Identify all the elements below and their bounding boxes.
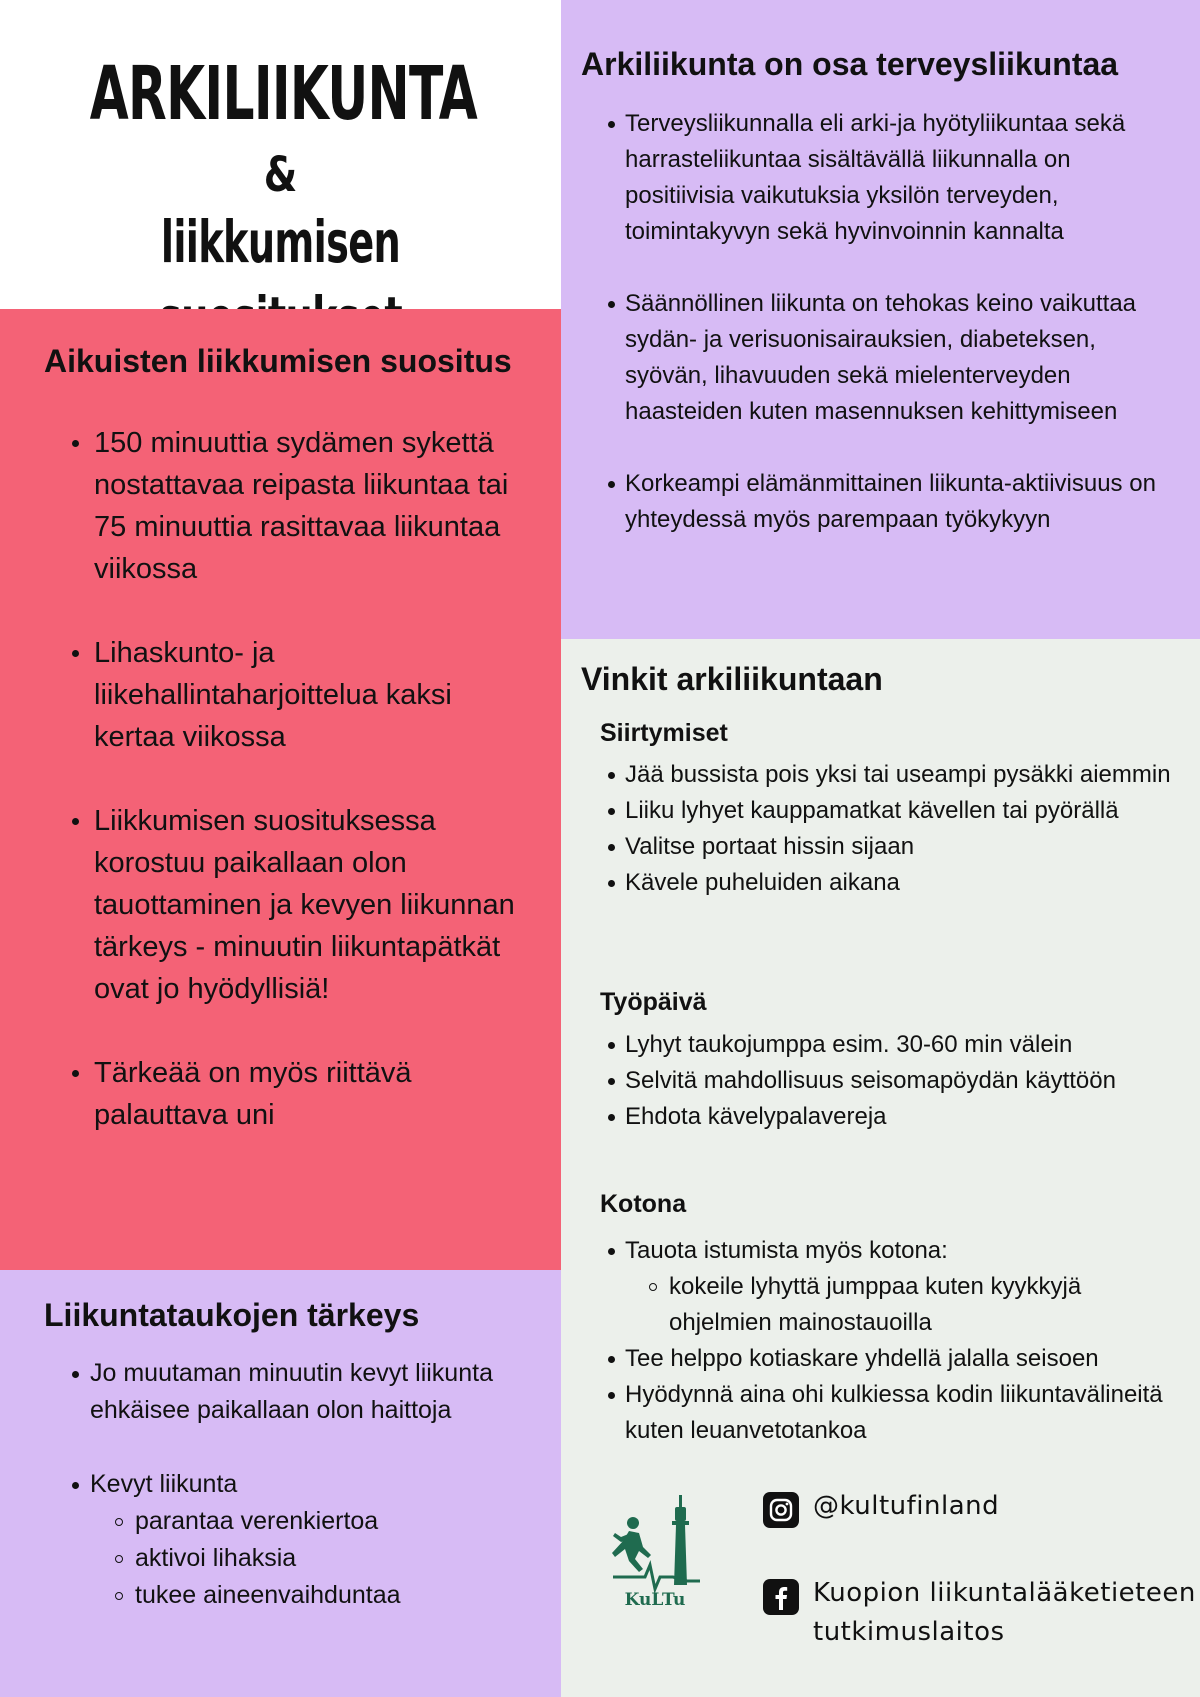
health-list [625,106,1165,574]
list-item: Liiku lyhyet kauppamatkat kävellen tai pyörällä [625,793,1185,829]
tips-panel [561,639,1200,1697]
list-item: Jo muutaman minuutin kevyt liikunta ehkäisee paikallaan olon haittoja [90,1355,510,1429]
health-heading: Arkiliikunta on osa terveysliikuntaa [581,46,1119,82]
list-item: Terveysliikunnalla eli arki-ja hyötyliikuntaa sekä harrasteliikuntaa sisältävällä liikunnalla on positiivisia vaikutuksia yksilön terveyden, toimintakyvyn sekä hyvinvoinnin kannalta [625,106,1165,250]
health-panel [561,0,1200,639]
subtitle: liikkumisen [160,208,401,276]
breaks-list [90,1355,510,1614]
list-item: Jää bussista pois yksi tai useampi pysäkki aiemmin [625,757,1185,793]
list-item: Säännöllinen liikunta on tehokas keino vaikuttaa sydän- ja verisuonisairauksien, diabeteksen, syövän, lihavuuden sekä mielenterveyden haasteiden kuten masennuksen kehittymiseen [625,286,1165,430]
recommendation-heading: Aikuisten liikkumisen suositus [44,343,512,379]
facebook-name-line1[interactable]: Kuopion liikuntalääketieteen [813,1578,1196,1608]
list-item: Liikkumisen suosituksessa korostuu paikallaan olon tauottaminen ja kevyen liikunnan tärkeys - minuutin liikuntapätkät ovat jo hyödyllisiä! [94,800,534,1010]
list-item: Lihaskunto- ja liikehallintaharjoittelua kaksi kertaa viikossa [94,632,534,758]
breaks-heading: Liikuntataukojen tärkeys [44,1297,420,1333]
list-item: Kävele puheluiden aikana [625,865,1185,901]
tips-heading: Vinkit arkiliikuntaan [581,661,883,697]
title-panel [0,0,561,309]
home-list [625,1233,1185,1449]
list-item: 150 minuuttia sydämen sykettä nostattavaa reipasta liikuntaa tai 75 minuuttia rasittavaa liikuntaa viikossa [94,422,534,590]
sub-list-item: kokeile lyhyttä jumppaa kuten kyykkyjä ohjelmien mainostauoilla [669,1269,1185,1341]
recommendation-list [94,422,534,1178]
instagram-handle[interactable]: @kultufinland [813,1491,1000,1521]
kultu-logo [605,1485,705,1610]
list-item: Tee helppo kotiaskare yhdellä jalalla seisoen [625,1341,1185,1377]
list-item: Tauota istumista myös kotona: [625,1233,1185,1269]
list-item: Ehdota kävelypalavereja [625,1099,1185,1135]
sub-list-item: tukee aineenvaihduntaa [135,1577,510,1614]
instagram-row[interactable] [763,1487,999,1528]
list-item: Kevyt liikunta [90,1466,510,1503]
breaks-panel [0,1270,561,1697]
commute-list [625,757,1185,901]
list-item: Tärkeää on myös riittävä palauttava uni [94,1052,534,1136]
recommendation-panel [0,309,561,1270]
instagram-icon[interactable] [763,1492,799,1528]
list-item: Valitse portaat hissin sijaan [625,829,1185,865]
facebook-row[interactable] [763,1574,1196,1652]
title-ampersand: & [263,147,298,203]
list-item: Hyödynnä aina ohi kulkiessa kodin liikuntavälineitä kuten leuanvetotankoa [625,1377,1185,1449]
sub-list-item: parantaa verenkiertoa [135,1503,510,1540]
workday-subheading: Työpäivä [600,988,707,1016]
main-title: ARKILIIKUNTA [89,51,477,137]
facebook-name-line2[interactable]: tutkimuslaitos [813,1617,1005,1647]
logo-text: KuLTu [624,1590,686,1610]
home-subheading: Kotona [600,1190,687,1218]
list-item: Lyhyt taukojumppa esim. 30-60 min välein [625,1027,1185,1063]
list-item: Selvitä mahdollisuus seisomapöydän käyttöön [625,1063,1185,1099]
facebook-icon[interactable] [763,1579,799,1615]
workday-list [625,1027,1185,1135]
facebook-name[interactable] [813,1574,1196,1652]
list-item: Korkeampi elämänmittainen liikunta-aktiivisuus on yhteydessä myös parempaan työkykyyn [625,466,1165,538]
sub-list-item: aktivoi lihaksia [135,1540,510,1577]
commute-subheading: Siirtymiset [600,719,728,747]
